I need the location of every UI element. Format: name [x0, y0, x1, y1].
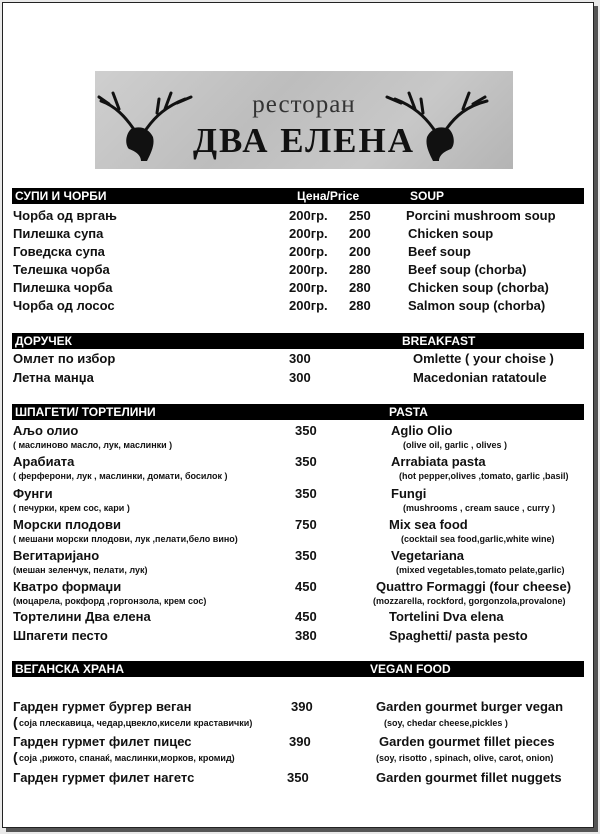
item-name-en: Garden gourmet fillet pieces [379, 734, 555, 749]
item-name-en: Chicken soup (chorba) [408, 280, 549, 295]
ingredients-mk: соја плескавица, чедар,цвекло,кисели краставички) [19, 718, 253, 728]
ingredients-mk: ( печурки, крем сос, кари ) [13, 503, 130, 513]
open-paren: ( [13, 749, 18, 765]
menu-item [3, 298, 593, 316]
menu-page [2, 2, 594, 828]
menu-item [3, 609, 593, 627]
item-name-en: Beef soup [408, 244, 471, 259]
section-header-soups [12, 188, 584, 204]
price-column-header: Цена/Price [297, 189, 360, 203]
menu-item [3, 454, 593, 472]
section-title-en: PASTA [389, 405, 428, 419]
item-price: 350 [295, 454, 317, 469]
menu-item [3, 628, 593, 646]
section-title-mk: ДОРУЧЕК [15, 334, 72, 348]
item-price: 750 [295, 517, 317, 532]
section-title-mk: ШПАГЕТИ/ ТОРТЕЛИНИ [15, 405, 156, 419]
ingredients-mk: (моцарела, рокфорд ,горгонзола, крем сос) [13, 596, 207, 606]
ingredients-en: (cocktail sea food,garlic,white wine) [401, 534, 555, 544]
item-price: 280 [349, 262, 371, 277]
ingredients-mk: ( маслиново масло, лук, маслинки ) [13, 440, 173, 450]
item-price: 200 [349, 226, 371, 241]
item-weight: 200гр. [289, 208, 328, 223]
restaurant-logo [95, 71, 513, 169]
item-price: 350 [287, 770, 309, 785]
ingredients-mk: (мешан зеленчук, пелати, лук) [13, 565, 148, 575]
menu-item [3, 262, 593, 280]
item-name-mk: Тортелини Два елена [13, 609, 151, 624]
item-price: 350 [295, 423, 317, 438]
item-price: 390 [289, 734, 311, 749]
item-name-en: Arrabiata pasta [391, 454, 486, 469]
menu-item [3, 734, 593, 752]
item-name-en: Vegetariana [391, 548, 464, 563]
ingredients-en: (soy, chedar cheese,pickles ) [384, 718, 508, 728]
item-name-en: Macedonian ratatoule [413, 370, 547, 385]
item-name-en: Salmon soup (chorba) [408, 298, 546, 313]
logo-title: ДВА ЕЛЕНА [192, 121, 416, 160]
item-name-en: Porcini mushroom soup [406, 208, 556, 223]
item-name-mk: Фунги [13, 486, 53, 501]
item-price: 280 [349, 280, 371, 295]
item-price: 300 [289, 370, 311, 385]
section-title-en: SOUP [410, 189, 445, 203]
menu-item [3, 351, 593, 369]
item-price: 350 [295, 548, 317, 563]
menu-item [3, 226, 593, 244]
item-name-mk: Вегитаријано [13, 548, 100, 563]
item-price: 390 [291, 699, 313, 714]
item-ingredients [3, 749, 593, 771]
section-header-breakfast [12, 333, 584, 349]
item-price: 450 [295, 579, 317, 594]
ingredients-en: (mushrooms , cream sauce , curry ) [403, 503, 556, 513]
item-name-en: Garden gourmet burger vegan [376, 699, 564, 714]
menu-item [3, 770, 593, 788]
item-name-mk: Шпагети песто [13, 628, 108, 643]
ingredients-mk: соја ,рижото, спанаќ, маслинки,морков, кромид) [19, 753, 235, 763]
item-name-en: Omlette ( your choise ) [413, 351, 554, 366]
item-weight: 200гр. [289, 298, 328, 313]
ingredients-mk: ( ферферони, лук , маслинки, домати, босилок ) [13, 471, 228, 481]
menu-item [3, 548, 593, 566]
item-price: 450 [295, 609, 317, 624]
item-name-mk: Чорба од вргањ [13, 208, 117, 223]
item-name-en: Quattro Formaggi (four cheese) [376, 579, 572, 594]
item-name-en: Fungi [391, 486, 427, 501]
item-name-mk: Говедска супа [13, 244, 105, 259]
section-title-mk: ВЕГАНСКА ХРАНА [15, 662, 124, 676]
section-title-en: BREAKFAST [402, 334, 476, 348]
ingredients-en: (hot pepper,olives ,tomato, garlic ,basil) [399, 471, 569, 481]
item-name-mk: Аљо олио [13, 423, 79, 438]
item-price: 300 [289, 351, 311, 366]
item-name-en: Spaghetti/ pasta pesto [389, 628, 528, 643]
item-name-en: Beef soup (chorba) [408, 262, 527, 277]
item-name-mk: Омлет по избор [13, 351, 116, 366]
item-name-en: Garden gourmet fillet nuggets [376, 770, 562, 785]
item-price: 250 [349, 208, 371, 223]
ingredients-en: (soy, risotto , spinach, olive, carot, onion) [376, 753, 554, 763]
item-weight: 200гр. [289, 262, 328, 277]
item-name-en: Aglio Olio [391, 423, 453, 438]
logo-subtitle: ресторан [252, 91, 356, 118]
section-title-mk: СУПИ И ЧОРБИ [15, 189, 107, 203]
item-name-en: Tortelini Dva elena [389, 609, 504, 624]
section-header-vegan [12, 661, 584, 677]
item-name-mk: Телешка чорба [13, 262, 110, 277]
menu-item [3, 699, 593, 717]
item-name-mk: Гарден гурмет бургер веган [13, 699, 192, 714]
item-weight: 200гр. [289, 226, 328, 241]
menu-item [3, 208, 593, 226]
item-name-en: Mix sea food [389, 517, 468, 532]
item-name-mk: Чорба од лосос [13, 298, 115, 313]
item-name-mk: Гарден гурмет филет нагетс [13, 770, 195, 785]
item-name-mk: Арабиата [13, 454, 75, 469]
open-paren: ( [13, 714, 18, 730]
menu-item [3, 486, 593, 504]
section-header-pasta [12, 404, 584, 420]
item-name-mk: Пилешка чорба [13, 280, 113, 295]
ingredients-en: (olive oil, garlic , olives ) [403, 440, 508, 450]
item-name-mk: Летна манџа [13, 370, 94, 385]
menu-item [3, 244, 593, 262]
menu-item [3, 517, 593, 535]
item-name-mk: Кватро формаџи [13, 579, 122, 594]
ingredients-en: (mozzarella, rockford, gorgonzola,provalone) [373, 596, 566, 606]
item-price: 280 [349, 298, 371, 313]
item-price: 350 [295, 486, 317, 501]
item-name-mk: Морски плодови [13, 517, 121, 532]
section-title-en: VEGAN FOOD [370, 662, 451, 676]
item-price: 380 [295, 628, 317, 643]
item-name-mk: Гарден гурмет филет пицес [13, 734, 192, 749]
menu-item [3, 280, 593, 298]
ingredients-mk: ( мешани морски плодови, лук ,пелати,бело вино) [13, 534, 238, 544]
menu-item [3, 423, 593, 441]
item-price: 200 [349, 244, 371, 259]
item-name-en: Chicken soup [408, 226, 494, 241]
menu-item [3, 579, 593, 597]
item-weight: 200гр. [289, 244, 328, 259]
item-weight: 200гр. [289, 280, 328, 295]
menu-item [3, 370, 593, 388]
item-name-mk: Пилешка супа [13, 226, 104, 241]
ingredients-en: (mixed vegetables,tomato pelate,garlic) [396, 565, 565, 575]
